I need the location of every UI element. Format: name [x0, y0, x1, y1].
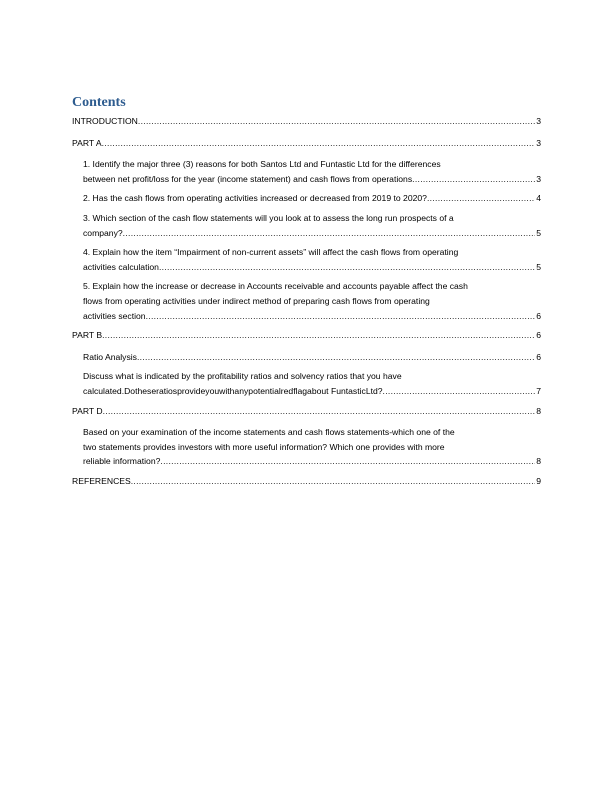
toc-entry-title: reliable information?	[83, 456, 161, 467]
toc-entry[interactable]	[83, 157, 541, 186]
dot-leader	[159, 260, 535, 275]
toc-entry-title: Ratio Analysis	[83, 351, 137, 362]
toc-entry[interactable]	[83, 211, 541, 240]
toc-entry[interactable]	[72, 136, 541, 151]
dot-leader	[427, 191, 535, 206]
toc-entry[interactable]	[83, 245, 541, 274]
toc-entry[interactable]	[83, 191, 541, 206]
toc-entry[interactable]	[72, 114, 541, 129]
toc-page-number: 6	[536, 330, 541, 341]
dot-leader	[383, 384, 536, 399]
dot-leader	[131, 474, 535, 489]
toc-page-number: 7	[536, 385, 541, 396]
toc-page-number: 6	[536, 310, 541, 321]
toc-page-number: 8	[536, 405, 541, 416]
dot-leader	[412, 172, 535, 187]
toc-page-number: 5	[536, 261, 541, 272]
toc-entry-title: company?	[83, 227, 123, 238]
contents-heading: Contents	[72, 95, 126, 110]
toc-entry[interactable]	[83, 279, 541, 323]
toc-entry-text: 1. Identify the major three (3) reasons for both Santos Ltd and Funtastic Ltd for the differences	[83, 159, 441, 170]
toc-page-number: 4	[536, 193, 541, 204]
toc-entry-text: two statements provides investors with more useful information? Which one provides with more	[83, 441, 445, 452]
toc-entry-title: INTRODUCTION	[72, 116, 138, 126]
toc-entry-title: calculated.Dotheseratiosprovideyouwithanypotentialredflagabout FuntasticLtd?	[83, 385, 383, 396]
toc-entry[interactable]	[72, 328, 541, 343]
toc-page-number: 3	[536, 173, 541, 184]
dot-leader	[160, 454, 535, 469]
dot-leader	[146, 309, 536, 324]
toc-entry-title: REFERENCES	[72, 475, 131, 486]
dot-leader	[102, 328, 535, 343]
toc-entry-title: PART B	[72, 330, 103, 341]
table-of-contents	[72, 114, 541, 495]
toc-entry-text: 4. Explain how the item “Impairment of non-current assets” will affect the cash flows from operating	[83, 247, 459, 258]
toc-entry-title: activities section	[83, 310, 146, 321]
dot-leader	[103, 404, 536, 419]
toc-entry-title: 2. Has the cash flows from operating activities increased or decreased from 2019 to 2020?	[83, 193, 427, 204]
dot-leader	[102, 136, 536, 151]
toc-entry-title: PART A	[72, 137, 102, 148]
toc-page-number: 3	[536, 116, 541, 126]
toc-entry[interactable]	[72, 404, 541, 419]
toc-entry-text: Based on your examination of the income statements and cash flows statements-which one of the	[83, 427, 455, 438]
toc-page-number: 3	[536, 137, 541, 148]
toc-entry-text: 3. Which section of the cash flow statements will you look at to assess the long run prospects of a	[83, 212, 454, 223]
toc-entry-text: flows from operating activities under indirect method of preparing cash flows from operating	[83, 295, 430, 306]
toc-entry-title: between net profit/loss for the year (income statement) and cash flows from operations	[83, 173, 413, 184]
toc-entry[interactable]	[83, 350, 541, 365]
toc-page-number: 5	[536, 227, 541, 238]
toc-entry-text: 5. Explain how the increase or decrease in Accounts receivable and accounts payable affect the cash	[83, 281, 468, 292]
toc-page-number: 9	[536, 475, 541, 486]
dot-leader	[137, 350, 535, 365]
dot-leader	[123, 226, 536, 241]
toc-entry[interactable]	[72, 474, 541, 489]
toc-page-number: 6	[536, 351, 541, 362]
toc-entry-title: PART D	[72, 405, 103, 416]
toc-page-number: 8	[536, 456, 541, 467]
dot-leader	[138, 114, 535, 129]
toc-entry-text: Discuss what is indicated by the profitability ratios and solvency ratios that you have	[83, 371, 402, 382]
toc-entry-title: activities calculation	[83, 261, 159, 272]
toc-entry[interactable]	[83, 369, 541, 398]
toc-entry[interactable]	[83, 425, 541, 469]
